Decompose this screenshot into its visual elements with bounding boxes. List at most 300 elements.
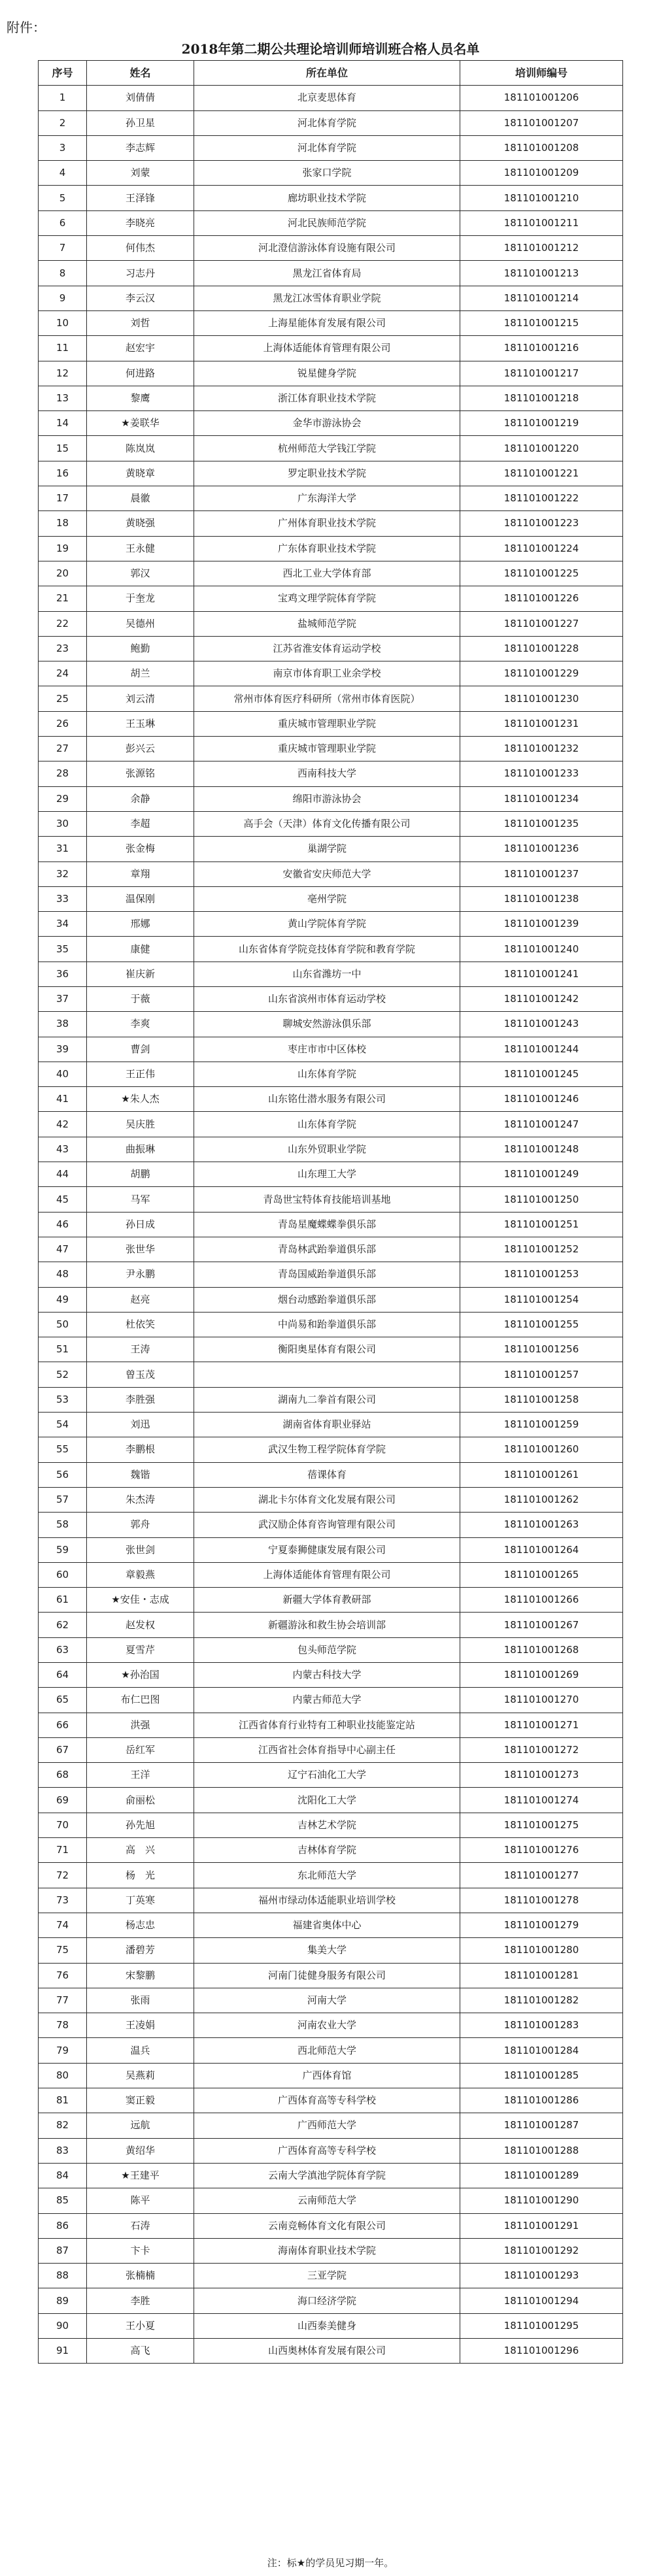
cell-name: 李胜 <box>87 2288 194 2313</box>
cell-unit: 吉林艺术学院 <box>194 1813 460 1837</box>
cell-name: 王小夏 <box>87 2313 194 2338</box>
cell-number: 53 <box>39 1387 87 1412</box>
cell-name: 鲍勤 <box>87 636 194 661</box>
cell-number: 26 <box>39 711 87 736</box>
cell-trainer-id: 181101001286 <box>460 2088 623 2113</box>
cell-unit: 西北工业大学体育部 <box>194 561 460 586</box>
table-row <box>39 636 623 661</box>
table-row <box>39 1137 623 1162</box>
cell-unit: 广东体育职业技术学院 <box>194 536 460 561</box>
table-row <box>39 2138 623 2163</box>
cell-trainer-id: 181101001228 <box>460 636 623 661</box>
cell-number: 77 <box>39 1988 87 2013</box>
cell-trainer-id: 181101001256 <box>460 1337 623 1362</box>
cell-trainer-id: 181101001255 <box>460 1312 623 1337</box>
cell-unit: 集美大学 <box>194 1938 460 1963</box>
cell-trainer-id: 181101001278 <box>460 1888 623 1913</box>
cell-name: 曲振琳 <box>87 1137 194 1162</box>
cell-trainer-id: 181101001258 <box>460 1387 623 1412</box>
table-row <box>39 1913 623 1937</box>
cell-trainer-id: 181101001257 <box>460 1362 623 1387</box>
cell-number: 54 <box>39 1413 87 1437</box>
cell-trainer-id: 181101001277 <box>460 1863 623 1888</box>
cell-name: 高飞 <box>87 2339 194 2364</box>
table-row <box>39 1312 623 1337</box>
table-row <box>39 1162 623 1187</box>
table-row <box>39 1613 623 1637</box>
cell-trainer-id: 181101001214 <box>460 286 623 310</box>
cell-number: 61 <box>39 1588 87 1613</box>
table-row <box>39 886 623 911</box>
column-header-trainer-id: 培训师编号 <box>460 61 623 86</box>
cell-number: 51 <box>39 1337 87 1362</box>
cell-name: 胡兰 <box>87 661 194 686</box>
cell-trainer-id: 181101001231 <box>460 711 623 736</box>
cell-number: 15 <box>39 436 87 461</box>
cell-number: 31 <box>39 837 87 861</box>
cell-trainer-id: 181101001208 <box>460 135 623 160</box>
cell-name: 孙卫星 <box>87 110 194 135</box>
cell-number: 52 <box>39 1362 87 1387</box>
table-row <box>39 461 623 486</box>
cell-unit: 湖北卡尔体育文化发展有限公司 <box>194 1487 460 1512</box>
cell-trainer-id: 181101001274 <box>460 1788 623 1813</box>
cell-name: 布仁巴图 <box>87 1688 194 1713</box>
cell-trainer-id: 181101001253 <box>460 1262 623 1287</box>
cell-trainer-id: 181101001268 <box>460 1637 623 1662</box>
cell-trainer-id: 181101001267 <box>460 1613 623 1637</box>
cell-number: 23 <box>39 636 87 661</box>
cell-name: 康健 <box>87 937 194 962</box>
cell-number: 91 <box>39 2339 87 2364</box>
cell-unit: 山东省体育学院竞技体育学院和教育学院 <box>194 937 460 962</box>
cell-name: 温保刚 <box>87 886 194 911</box>
cell-trainer-id: 181101001272 <box>460 1737 623 1762</box>
table-row <box>39 2013 623 2038</box>
cell-name: 何伟杰 <box>87 236 194 261</box>
table-row <box>39 86 623 110</box>
cell-name: 吴德州 <box>87 611 194 636</box>
cell-name: 黄晓强 <box>87 511 194 536</box>
cell-trainer-id: 181101001227 <box>460 611 623 636</box>
table-row <box>39 1012 623 1037</box>
cell-number: 64 <box>39 1663 87 1688</box>
cell-name: 黄绍华 <box>87 2138 194 2163</box>
cell-trainer-id: 181101001265 <box>460 1562 623 1587</box>
cell-number: 60 <box>39 1562 87 1587</box>
cell-trainer-id: 181101001245 <box>460 1062 623 1086</box>
cell-trainer-id: 181101001285 <box>460 2063 623 2088</box>
cell-unit: 重庆城市管理职业学院 <box>194 711 460 736</box>
cell-unit: 河南农业大学 <box>194 2013 460 2038</box>
cell-unit: 聊城安然游泳俱乐部 <box>194 1012 460 1037</box>
cell-unit <box>194 1362 460 1387</box>
cell-trainer-id: 181101001211 <box>460 210 623 235</box>
cell-unit: 常州市体育医疗科研所（常州市体育医院） <box>194 686 460 711</box>
column-header-name: 姓名 <box>87 61 194 86</box>
cell-number: 19 <box>39 536 87 561</box>
cell-number: 7 <box>39 236 87 261</box>
table-row <box>39 861 623 886</box>
cell-trainer-id: 181101001260 <box>460 1437 623 1462</box>
cell-trainer-id: 181101001233 <box>460 761 623 786</box>
table-row <box>39 486 623 511</box>
cell-name: 李志辉 <box>87 135 194 160</box>
cell-name: 魏锴 <box>87 1462 194 1487</box>
cell-name: 崔庆新 <box>87 962 194 986</box>
cell-trainer-id: 181101001247 <box>460 1112 623 1137</box>
table-row <box>39 1487 623 1512</box>
cell-name: 王涛 <box>87 1337 194 1362</box>
cell-unit: 蓓课体育 <box>194 1462 460 1487</box>
table-row <box>39 1413 623 1437</box>
cell-number: 10 <box>39 310 87 335</box>
cell-number: 75 <box>39 1938 87 1963</box>
cell-trainer-id: 181101001207 <box>460 110 623 135</box>
cell-name: 李胜强 <box>87 1387 194 1412</box>
cell-trainer-id: 181101001212 <box>460 236 623 261</box>
cell-name: 张世华 <box>87 1237 194 1262</box>
cell-number: 45 <box>39 1187 87 1212</box>
cell-name: ★朱人杰 <box>87 1087 194 1112</box>
table-row <box>39 1387 623 1412</box>
cell-unit: 湖南九二拳首有限公司 <box>194 1387 460 1412</box>
cell-name: 刘迅 <box>87 1413 194 1437</box>
cell-number: 63 <box>39 1637 87 1662</box>
table-row <box>39 937 623 962</box>
cell-trainer-id: 181101001270 <box>460 1688 623 1713</box>
cell-unit: 绵阳市游泳协会 <box>194 786 460 811</box>
cell-unit: 浙江体育职业技术学院 <box>194 386 460 410</box>
table-row <box>39 236 623 261</box>
cell-name: 朱杰涛 <box>87 1487 194 1512</box>
cell-unit: 青岛林武跆拳道俱乐部 <box>194 1237 460 1262</box>
cell-name: 吴燕莉 <box>87 2063 194 2088</box>
cell-unit: 广西体育馆 <box>194 2063 460 2088</box>
cell-trainer-id: 181101001230 <box>460 686 623 711</box>
cell-trainer-id: 181101001238 <box>460 886 623 911</box>
cell-unit: 青岛国威跆拳道俱乐部 <box>194 1262 460 1287</box>
table-row <box>39 310 623 335</box>
cell-name: 丁英寒 <box>87 1888 194 1913</box>
table-row <box>39 210 623 235</box>
cell-number: 71 <box>39 1838 87 1863</box>
cell-unit: 青岛星魔蝶蝶拳俱乐部 <box>194 1212 460 1237</box>
table-row <box>39 2113 623 2138</box>
cell-unit: 江西省体育行业特有工种职业技能鉴定站 <box>194 1713 460 1737</box>
cell-unit: 新疆游泳和救生协会培训部 <box>194 1613 460 1637</box>
cell-unit: 沈阳化工大学 <box>194 1788 460 1813</box>
table-row <box>39 2063 623 2088</box>
table-row <box>39 261 623 286</box>
cell-trainer-id: 181101001287 <box>460 2113 623 2138</box>
table-row <box>39 2339 623 2364</box>
cell-name: 杨 光 <box>87 1863 194 1888</box>
cell-trainer-id: 181101001246 <box>460 1087 623 1112</box>
cell-name: 王玉琳 <box>87 711 194 736</box>
table-row <box>39 286 623 310</box>
cell-name: 张世剑 <box>87 1537 194 1562</box>
cell-unit: 黄山学院体育学院 <box>194 912 460 937</box>
table-row <box>39 1938 623 1963</box>
cell-unit: 云南师范大学 <box>194 2188 460 2213</box>
cell-name: 赵发权 <box>87 1613 194 1637</box>
column-header-unit: 所在单位 <box>194 61 460 86</box>
table-row <box>39 1062 623 1086</box>
cell-number: 81 <box>39 2088 87 2113</box>
table-row <box>39 1713 623 1737</box>
cell-unit: 重庆城市管理职业学院 <box>194 737 460 761</box>
cell-number: 1 <box>39 86 87 110</box>
cell-unit: 黑龙江冰雪体育职业学院 <box>194 286 460 310</box>
cell-trainer-id: 181101001248 <box>460 1137 623 1162</box>
table-row <box>39 161 623 186</box>
cell-number: 43 <box>39 1137 87 1162</box>
table-row <box>39 1863 623 1888</box>
cell-trainer-id: 181101001226 <box>460 586 623 611</box>
table-row <box>39 786 623 811</box>
table-row <box>39 1037 623 1062</box>
cell-unit: 包头师范学院 <box>194 1637 460 1662</box>
cell-name: 晨徽 <box>87 486 194 511</box>
cell-trainer-id: 181101001241 <box>460 962 623 986</box>
cell-trainer-id: 181101001222 <box>460 486 623 511</box>
table-row <box>39 1212 623 1237</box>
cell-name: 刘云清 <box>87 686 194 711</box>
cell-unit: 上海体适能体育管理有限公司 <box>194 336 460 361</box>
cell-name: 黎鹰 <box>87 386 194 410</box>
cell-trainer-id: 181101001290 <box>460 2188 623 2213</box>
cell-number: 35 <box>39 937 87 962</box>
table-row <box>39 811 623 836</box>
cell-unit: 西北师范大学 <box>194 2038 460 2063</box>
cell-name: 张金梅 <box>87 837 194 861</box>
cell-name: 张源铭 <box>87 761 194 786</box>
cell-name: 黄晓章 <box>87 461 194 486</box>
table-row <box>39 1537 623 1562</box>
table-row <box>39 336 623 361</box>
cell-name: 石涛 <box>87 2213 194 2238</box>
cell-number: 14 <box>39 411 87 436</box>
table-row <box>39 1588 623 1613</box>
cell-unit: 山西奥林体育发展有限公司 <box>194 2339 460 2364</box>
table-row <box>39 1988 623 2013</box>
table-row <box>39 586 623 611</box>
cell-trainer-id: 181101001294 <box>460 2288 623 2313</box>
cell-trainer-id: 181101001275 <box>460 1813 623 1837</box>
table-row <box>39 1813 623 1837</box>
cell-unit: 东北师范大学 <box>194 1863 460 1888</box>
cell-unit: 山东省潍坊一中 <box>194 962 460 986</box>
cell-trainer-id: 181101001291 <box>460 2213 623 2238</box>
cell-unit: 广西体育高等专科学校 <box>194 2138 460 2163</box>
cell-name: 郭汉 <box>87 561 194 586</box>
table-header <box>39 61 623 86</box>
table-row <box>39 1637 623 1662</box>
cell-number: 9 <box>39 286 87 310</box>
cell-trainer-id: 181101001284 <box>460 2038 623 2063</box>
table-row <box>39 2213 623 2238</box>
cell-unit: 杭州师范大学钱江学院 <box>194 436 460 461</box>
cell-name: 张雨 <box>87 1988 194 2013</box>
cell-unit: 云南大学滇池学院体育学院 <box>194 2163 460 2188</box>
cell-name: 王凌娟 <box>87 2013 194 2038</box>
cell-trainer-id: 181101001235 <box>460 811 623 836</box>
cell-unit: 盐城师范学院 <box>194 611 460 636</box>
cell-number: 32 <box>39 861 87 886</box>
table-row <box>39 536 623 561</box>
cell-name: 俞丽松 <box>87 1788 194 1813</box>
cell-trainer-id: 181101001249 <box>460 1162 623 1187</box>
cell-name: 刘哲 <box>87 310 194 335</box>
cell-unit: 海南体育职业技术学院 <box>194 2238 460 2263</box>
cell-number: 58 <box>39 1513 87 1537</box>
cell-number: 50 <box>39 1312 87 1337</box>
cell-name: 温兵 <box>87 2038 194 2063</box>
cell-trainer-id: 181101001240 <box>460 937 623 962</box>
cell-number: 65 <box>39 1688 87 1713</box>
cell-name: 习志丹 <box>87 261 194 286</box>
cell-number: 49 <box>39 1287 87 1312</box>
table-row <box>39 1513 623 1537</box>
cell-name: 孙先旭 <box>87 1813 194 1837</box>
cell-number: 44 <box>39 1162 87 1187</box>
cell-number: 3 <box>39 135 87 160</box>
cell-unit: 新疆大学体育教研部 <box>194 1588 460 1613</box>
cell-trainer-id: 181101001276 <box>460 1838 623 1863</box>
table-row <box>39 962 623 986</box>
cell-number: 78 <box>39 2013 87 2038</box>
table-row <box>39 1237 623 1262</box>
table-row <box>39 1287 623 1312</box>
cell-name: 余静 <box>87 786 194 811</box>
cell-number: 59 <box>39 1537 87 1562</box>
cell-name: 王泽锋 <box>87 186 194 210</box>
table-row <box>39 1437 623 1462</box>
cell-unit: 武汉生物工程学院体育学院 <box>194 1437 460 1462</box>
cell-number: 18 <box>39 511 87 536</box>
cell-number: 62 <box>39 1613 87 1637</box>
cell-number: 2 <box>39 110 87 135</box>
cell-number: 16 <box>39 461 87 486</box>
cell-trainer-id: 181101001244 <box>460 1037 623 1062</box>
cell-name: 郭舟 <box>87 1513 194 1537</box>
cell-trainer-id: 181101001224 <box>460 536 623 561</box>
cell-trainer-id: 181101001271 <box>460 1713 623 1737</box>
cell-name: 尹永鹏 <box>87 1262 194 1287</box>
cell-unit: 南京市体育职工业余学校 <box>194 661 460 686</box>
cell-trainer-id: 181101001236 <box>460 837 623 861</box>
cell-unit: 山东省滨州市体育运动学校 <box>194 986 460 1011</box>
cell-number: 72 <box>39 1863 87 1888</box>
cell-unit: 广州体育职业技术学院 <box>194 511 460 536</box>
cell-name: 远航 <box>87 2113 194 2138</box>
cell-unit: 山东铭仕潜水服务有限公司 <box>194 1087 460 1112</box>
cell-number: 57 <box>39 1487 87 1512</box>
cell-name: 曹剑 <box>87 1037 194 1062</box>
cell-unit: 山东外贸职业学院 <box>194 1137 460 1162</box>
cell-number: 66 <box>39 1713 87 1737</box>
cell-trainer-id: 181101001283 <box>460 2013 623 2038</box>
cell-name: 岳红军 <box>87 1737 194 1762</box>
cell-name: 刘倩倩 <box>87 86 194 110</box>
cell-unit: 广西体育高等专科学校 <box>194 2088 460 2113</box>
cell-number: 88 <box>39 2264 87 2288</box>
cell-unit: 罗定职业技术学院 <box>194 461 460 486</box>
cell-trainer-id: 181101001220 <box>460 436 623 461</box>
table-row <box>39 1663 623 1688</box>
cell-number: 38 <box>39 1012 87 1037</box>
cell-number: 30 <box>39 811 87 836</box>
table-body <box>39 86 623 2364</box>
cell-unit: 福建省奥体中心 <box>194 1913 460 1937</box>
cell-number: 24 <box>39 661 87 686</box>
cell-unit: 内蒙古科技大学 <box>194 1663 460 1688</box>
cell-name: 吴庆胜 <box>87 1112 194 1137</box>
cell-unit: 山东体育学院 <box>194 1112 460 1137</box>
cell-number: 80 <box>39 2063 87 2088</box>
table-row <box>39 1362 623 1387</box>
cell-number: 6 <box>39 210 87 235</box>
cell-number: 68 <box>39 1763 87 1788</box>
cell-unit: 金华市游泳协会 <box>194 411 460 436</box>
cell-name: 张楠楠 <box>87 2264 194 2288</box>
cell-trainer-id: 181101001281 <box>460 1963 623 1988</box>
cell-unit: 河北澄信游泳体育设施有限公司 <box>194 236 460 261</box>
cell-number: 20 <box>39 561 87 586</box>
cell-trainer-id: 181101001213 <box>460 261 623 286</box>
cell-number: 13 <box>39 386 87 410</box>
cell-unit: 广西师范大学 <box>194 2113 460 2138</box>
cell-name: 李爽 <box>87 1012 194 1037</box>
cell-number: 37 <box>39 986 87 1011</box>
table-row <box>39 2188 623 2213</box>
cell-trainer-id: 181101001234 <box>460 786 623 811</box>
cell-number: 36 <box>39 962 87 986</box>
table-row <box>39 1462 623 1487</box>
cell-name: 潘碧芳 <box>87 1938 194 1963</box>
cell-unit: 上海体适能体育管理有限公司 <box>194 1562 460 1587</box>
cell-trainer-id: 181101001217 <box>460 361 623 386</box>
cell-trainer-id: 181101001264 <box>460 1537 623 1562</box>
roster-table <box>38 60 623 2364</box>
cell-trainer-id: 181101001266 <box>460 1588 623 1613</box>
cell-number: 76 <box>39 1963 87 1988</box>
cell-trainer-id: 181101001280 <box>460 1938 623 1963</box>
cell-trainer-id: 181101001229 <box>460 661 623 686</box>
cell-trainer-id: 181101001239 <box>460 912 623 937</box>
cell-unit: 江西省社会体育指导中心副主任 <box>194 1737 460 1762</box>
table-row <box>39 361 623 386</box>
cell-unit: 河北民族师范学院 <box>194 210 460 235</box>
cell-unit: 安徽省安庆师范大学 <box>194 861 460 886</box>
cell-name: 章毅燕 <box>87 1562 194 1587</box>
cell-number: 83 <box>39 2138 87 2163</box>
cell-trainer-id: 181101001279 <box>460 1913 623 1937</box>
cell-name: 王永健 <box>87 536 194 561</box>
cell-unit: 山西泰美健身 <box>194 2313 460 2338</box>
table-row <box>39 611 623 636</box>
cell-number: 17 <box>39 486 87 511</box>
cell-number: 27 <box>39 737 87 761</box>
cell-number: 74 <box>39 1913 87 1937</box>
cell-trainer-id: 181101001254 <box>460 1287 623 1312</box>
cell-name: 陈岚岚 <box>87 436 194 461</box>
cell-number: 85 <box>39 2188 87 2213</box>
cell-unit: 河南大学 <box>194 1988 460 2013</box>
table-row <box>39 110 623 135</box>
cell-number: 22 <box>39 611 87 636</box>
